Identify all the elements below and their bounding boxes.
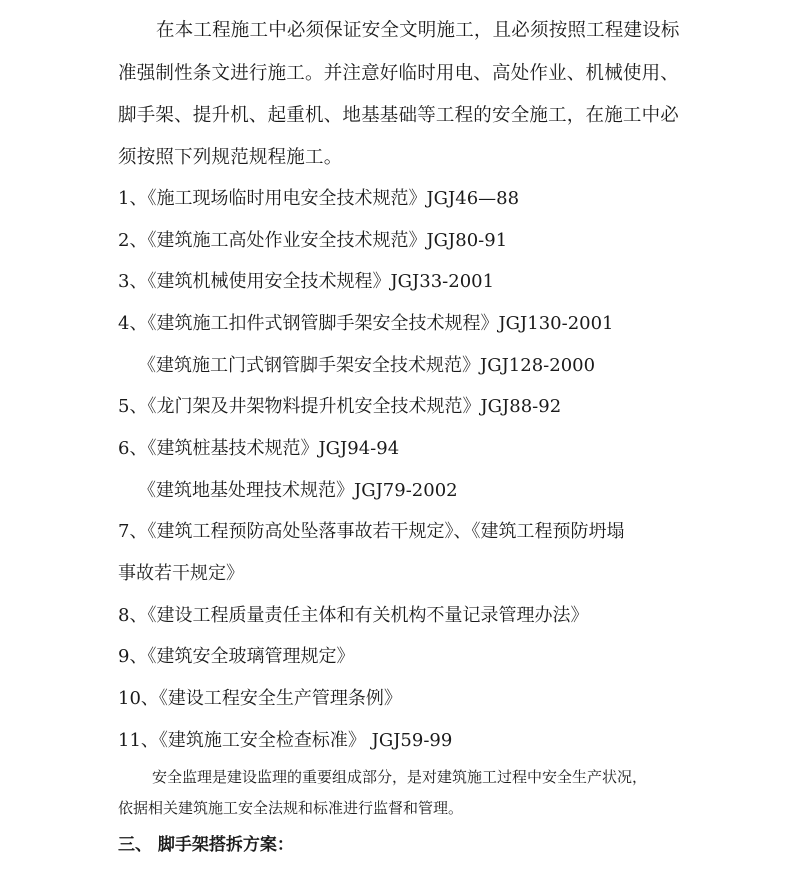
summary-line: 安全监理是建设监理的重要组成部分，是对建筑施工过程中安全生产状况， bbox=[152, 768, 648, 786]
standard-item: 10、《建设工程安全生产管理条例》 bbox=[118, 688, 402, 709]
standard-item: 9、《建筑安全玻璃管理规定》 bbox=[118, 646, 355, 667]
intro-line: 脚手架、提升机、起重机、地基基础等工程的安全施工，在施工中必 bbox=[118, 105, 680, 126]
standard-item: 6、《建筑桩基技术规范》JGJ94-94 bbox=[118, 438, 400, 459]
intro-line: 在本工程施工中必须保证安全文明施工，且必须按照工程建设标 bbox=[156, 20, 680, 41]
standard-item: 7、《建筑工程预防高处坠落事故若干规定》、《建筑工程预防坍塌 bbox=[118, 521, 625, 542]
standard-item: 3、《建筑机械使用安全技术规程》JGJ33-2001 bbox=[118, 271, 495, 292]
section-heading: 三、 脚手架搭拆方案： bbox=[118, 835, 294, 855]
standard-item: 《建筑施工门式钢管脚手架安全技术规范》JGJ128-2000 bbox=[138, 355, 596, 376]
standard-item: 《建筑地基处理技术规范》JGJ79-2002 bbox=[138, 480, 458, 501]
standard-item: 11、《建筑施工安全检查标准》 JGJ59-99 bbox=[118, 730, 453, 751]
standard-item: 5、《龙门架及井架物料提升机安全技术规范》JGJ88-92 bbox=[118, 396, 562, 417]
intro-line: 准强制性条文进行施工。并注意好临时用电、高处作业、机械使用、 bbox=[118, 63, 680, 84]
standard-item: 1、《施工现场临时用电安全技术规范》JGJ46—88 bbox=[118, 188, 520, 209]
standard-item: 事故若干规定》 bbox=[118, 563, 244, 584]
standard-item: 8、《建设工程质量责任主体和有关机构不量记录管理办法》 bbox=[118, 605, 589, 626]
standard-item: 2、《建筑施工高处作业安全技术规范》JGJ80-91 bbox=[118, 230, 508, 251]
intro-line: 须按照下列规范规程施工。 bbox=[118, 147, 343, 168]
standard-item: 4、《建筑施工扣件式钢管脚手架安全技术规程》JGJ130-2001 bbox=[118, 313, 614, 334]
summary-line: 依据相关建筑施工安全法规和标准进行监督和管理。 bbox=[118, 799, 464, 817]
